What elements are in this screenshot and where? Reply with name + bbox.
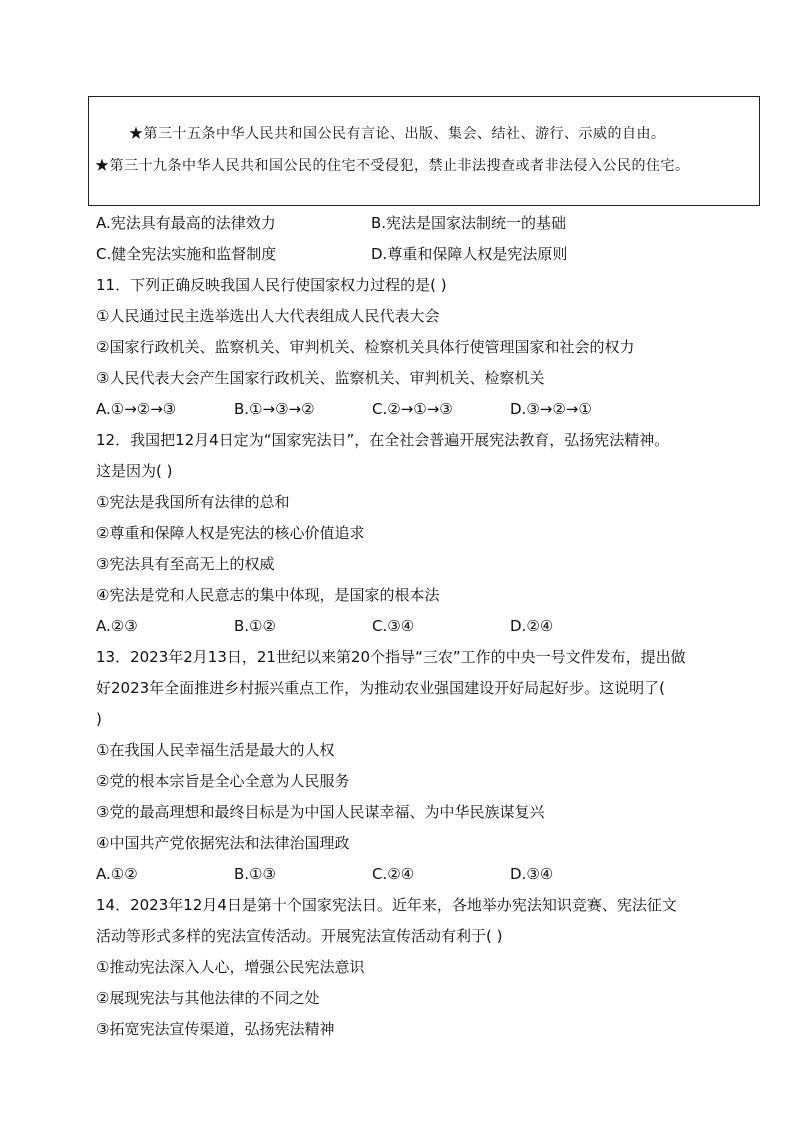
q14-item-1: ①推动宪法深入人心，增强公民宪法意识: [96, 958, 365, 976]
q14-item-3: ③拓宽宪法宣传渠道，弘扬宪法精神: [96, 1020, 335, 1038]
q13-item-2: ②党的根本宗旨是全心全意为人民服务: [96, 772, 350, 790]
quote-line-article-35: ★第三十五条中华人民共和国公民有言论、出版、集会、结社、游行、示威的自由。: [129, 126, 666, 142]
q11-item-3: ③人民代表大会产生国家行政机关、监察机关、审判机关、检察机关: [96, 369, 545, 387]
q14-stem-continued: 活动等形式多样的宪法宣传活动。开展宪法宣传活动有利于( ): [96, 927, 503, 945]
q13-item-1: ①在我国人民幸福生活是最大的人权: [96, 741, 335, 759]
q13-stem-continued: 好2023年全面推进乡村振兴重点工作，为推动农业强国建设开好局起好步。这说明了(: [96, 679, 666, 697]
q10-option-d: D.尊重和保障人权是宪法原则: [371, 245, 568, 263]
q12-option-c: C.③④: [372, 617, 415, 635]
q11-option-c: C.②→①→③: [372, 400, 453, 418]
q11-stem: 11．下列正确反映我国人民行使国家权力过程的是( ): [96, 276, 447, 294]
q13-item-3: ③党的最高理想和最终目标是为中国人民谋幸福、为中华民族谋复兴: [96, 803, 545, 821]
q11-option-a: A.①→②→③: [96, 400, 177, 418]
q12-option-a: A.②③: [96, 617, 138, 635]
q12-stem: 12．我国把12月4日定为“国家宪法日”，在全社会普遍开展宪法教育，弘扬宪法精神。: [96, 431, 670, 449]
q11-item-2: ②国家行政机关、监察机关、审判机关、检察机关具体行使管理国家和社会的权力: [96, 338, 635, 356]
q13-stem: 13．2023年2月13日，21世纪以来第20个指导“三农”工作的中央一号文件发布，提出做: [96, 648, 686, 666]
q13-item-4: ④中国共产党依据宪法和法律治国理政: [96, 834, 350, 852]
q11-item-1: ①人民通过民主选举选出人大代表组成人民代表大会: [96, 307, 440, 325]
q11-options: [96, 394, 736, 425]
q10-option-c: C.健全宪法实施和监督制度: [96, 245, 277, 263]
q13-options: [96, 859, 736, 890]
question-content: [96, 208, 736, 1045]
q12-item-2: ②尊重和保障人权是宪法的核心价值追求: [96, 524, 365, 542]
q10-option-b: B.宪法是国家法制统一的基础: [371, 214, 567, 232]
q12-option-b: B.①②: [234, 617, 276, 635]
q12-item-4: ④宪法是党和人民意志的集中体现，是国家的根本法: [96, 586, 440, 604]
q12-options: [96, 611, 736, 642]
quote-line-article-39: ★第三十九条中华人民共和国公民的住宅不受侵犯，禁止非法搜查或者非法侵入公民的住宅。: [95, 158, 690, 174]
q13-option-b: B.①③: [234, 865, 276, 883]
q11-option-d: D.③→②→①: [510, 400, 592, 418]
q13-stem-end: ): [96, 710, 102, 728]
q12-item-1: ①宪法是我国所有法律的总和: [96, 493, 290, 511]
q10-option-a: A.宪法具有最高的法律效力: [96, 214, 276, 232]
q10-options-row-2: [96, 239, 736, 270]
q14-stem: 14．2023年12月4日是第十个国家宪法日。近年来，各地举办宪法知识竞赛、宪法征文: [96, 896, 677, 914]
q14-item-2: ②展现宪法与其他法律的不同之处: [96, 989, 320, 1007]
q12-item-3: ③宪法具有至高无上的权威: [96, 555, 275, 573]
q11-option-b: B.①→③→②: [234, 400, 315, 418]
q13-option-a: A.①②: [96, 865, 138, 883]
quote-box: [88, 96, 760, 206]
q12-option-d: D.②④: [510, 617, 554, 635]
q10-options-row-1: [96, 208, 736, 239]
q12-stem-continued: 这是因为( ): [96, 462, 173, 480]
q13-option-c: C.②④: [372, 865, 415, 883]
q13-option-d: D.③④: [510, 865, 554, 883]
